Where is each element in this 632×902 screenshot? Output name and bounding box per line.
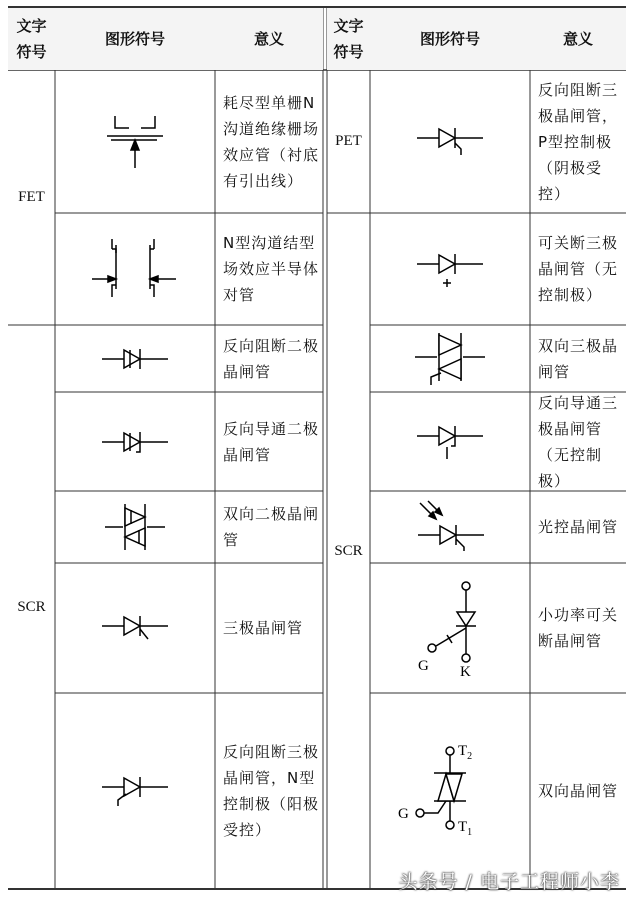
reverse-conducting-diode-thyristor-icon	[55, 392, 215, 491]
meaning-left-7: 反向阻断三极晶闸管，N型控制极（阳极受控）	[223, 743, 320, 839]
meaning-left-1: 耗尽型单栅N沟道绝缘栅场效应管（衬底有引出线）	[223, 93, 320, 190]
meaning-left-2: N型沟道结型场效应半导体对管	[223, 234, 320, 304]
meaning-right-5: 光控晶闸管	[538, 518, 619, 536]
bidirectional-triode-thyristor-icon	[370, 325, 530, 392]
meaning-left-6: 三极晶闸管	[223, 619, 304, 637]
header-symbol-right: 图形符号	[370, 8, 530, 70]
gate-turnoff-thyristor-icon	[370, 213, 530, 325]
meaning-left-5: 双向二极晶闸管	[223, 505, 320, 549]
code-scr-right: SCR	[334, 542, 363, 559]
meaning-right-1: 反向阻断三极晶闸管，P型控制极（阴极受控）	[538, 80, 619, 203]
header-meaning-right: 意义	[530, 8, 626, 70]
header-code-left: 文字符号	[8, 8, 55, 70]
code-fet: FET	[18, 189, 45, 205]
label-t2-sub: 2	[467, 751, 473, 762]
meaning-right-6: 小功率可关断晶闸管	[538, 606, 619, 650]
triac-icon	[370, 693, 530, 889]
jfet-pair-icon	[55, 213, 215, 325]
label-g-triac: G	[398, 806, 409, 822]
watermark: 头条号 / 电子工程师小李	[398, 871, 620, 893]
code-scr-left: SCR	[17, 598, 46, 615]
meaning-right-7: 双向晶闸管	[538, 782, 619, 800]
code-pet: PET	[335, 133, 362, 149]
bidirectional-diode-thyristor-icon	[55, 491, 215, 563]
light-activated-thyristor-icon	[370, 491, 530, 563]
reverse-conducting-triode-thyristor-icon	[370, 392, 530, 491]
p-gate-thyristor-icon	[370, 70, 530, 213]
label-g-gto: G	[418, 658, 429, 674]
label-t1: T	[458, 819, 468, 835]
label-k-gto: K	[460, 664, 471, 680]
meaning-right-2: 可关断三极晶闸管（无控制极）	[538, 234, 619, 304]
low-power-gto-icon	[370, 563, 530, 693]
header-code-right: 文字符号	[327, 8, 370, 70]
label-t2: T	[458, 743, 468, 759]
triode-thyristor-icon	[55, 563, 215, 693]
header-meaning-left: 意义	[215, 8, 323, 70]
mosfet-depletion-icon	[55, 70, 215, 213]
svg-text:T2	[458, 743, 472, 762]
header-symbol-left: 图形符号	[55, 8, 215, 70]
meaning-right-4: 反向导通三极晶闸管（无控制极）	[538, 393, 619, 490]
meaning-left-4: 反向导通二极晶闸管	[223, 419, 320, 464]
reverse-blocking-diode-thyristor-icon	[55, 325, 215, 392]
label-t1-sub: 1	[467, 827, 473, 838]
meaning-right-3: 双向三极晶闸管	[538, 336, 619, 381]
n-gate-thyristor-icon	[55, 693, 215, 889]
meaning-left-3: 反向阻断二极晶闸管	[223, 336, 320, 381]
svg-text:T1	[458, 819, 472, 838]
